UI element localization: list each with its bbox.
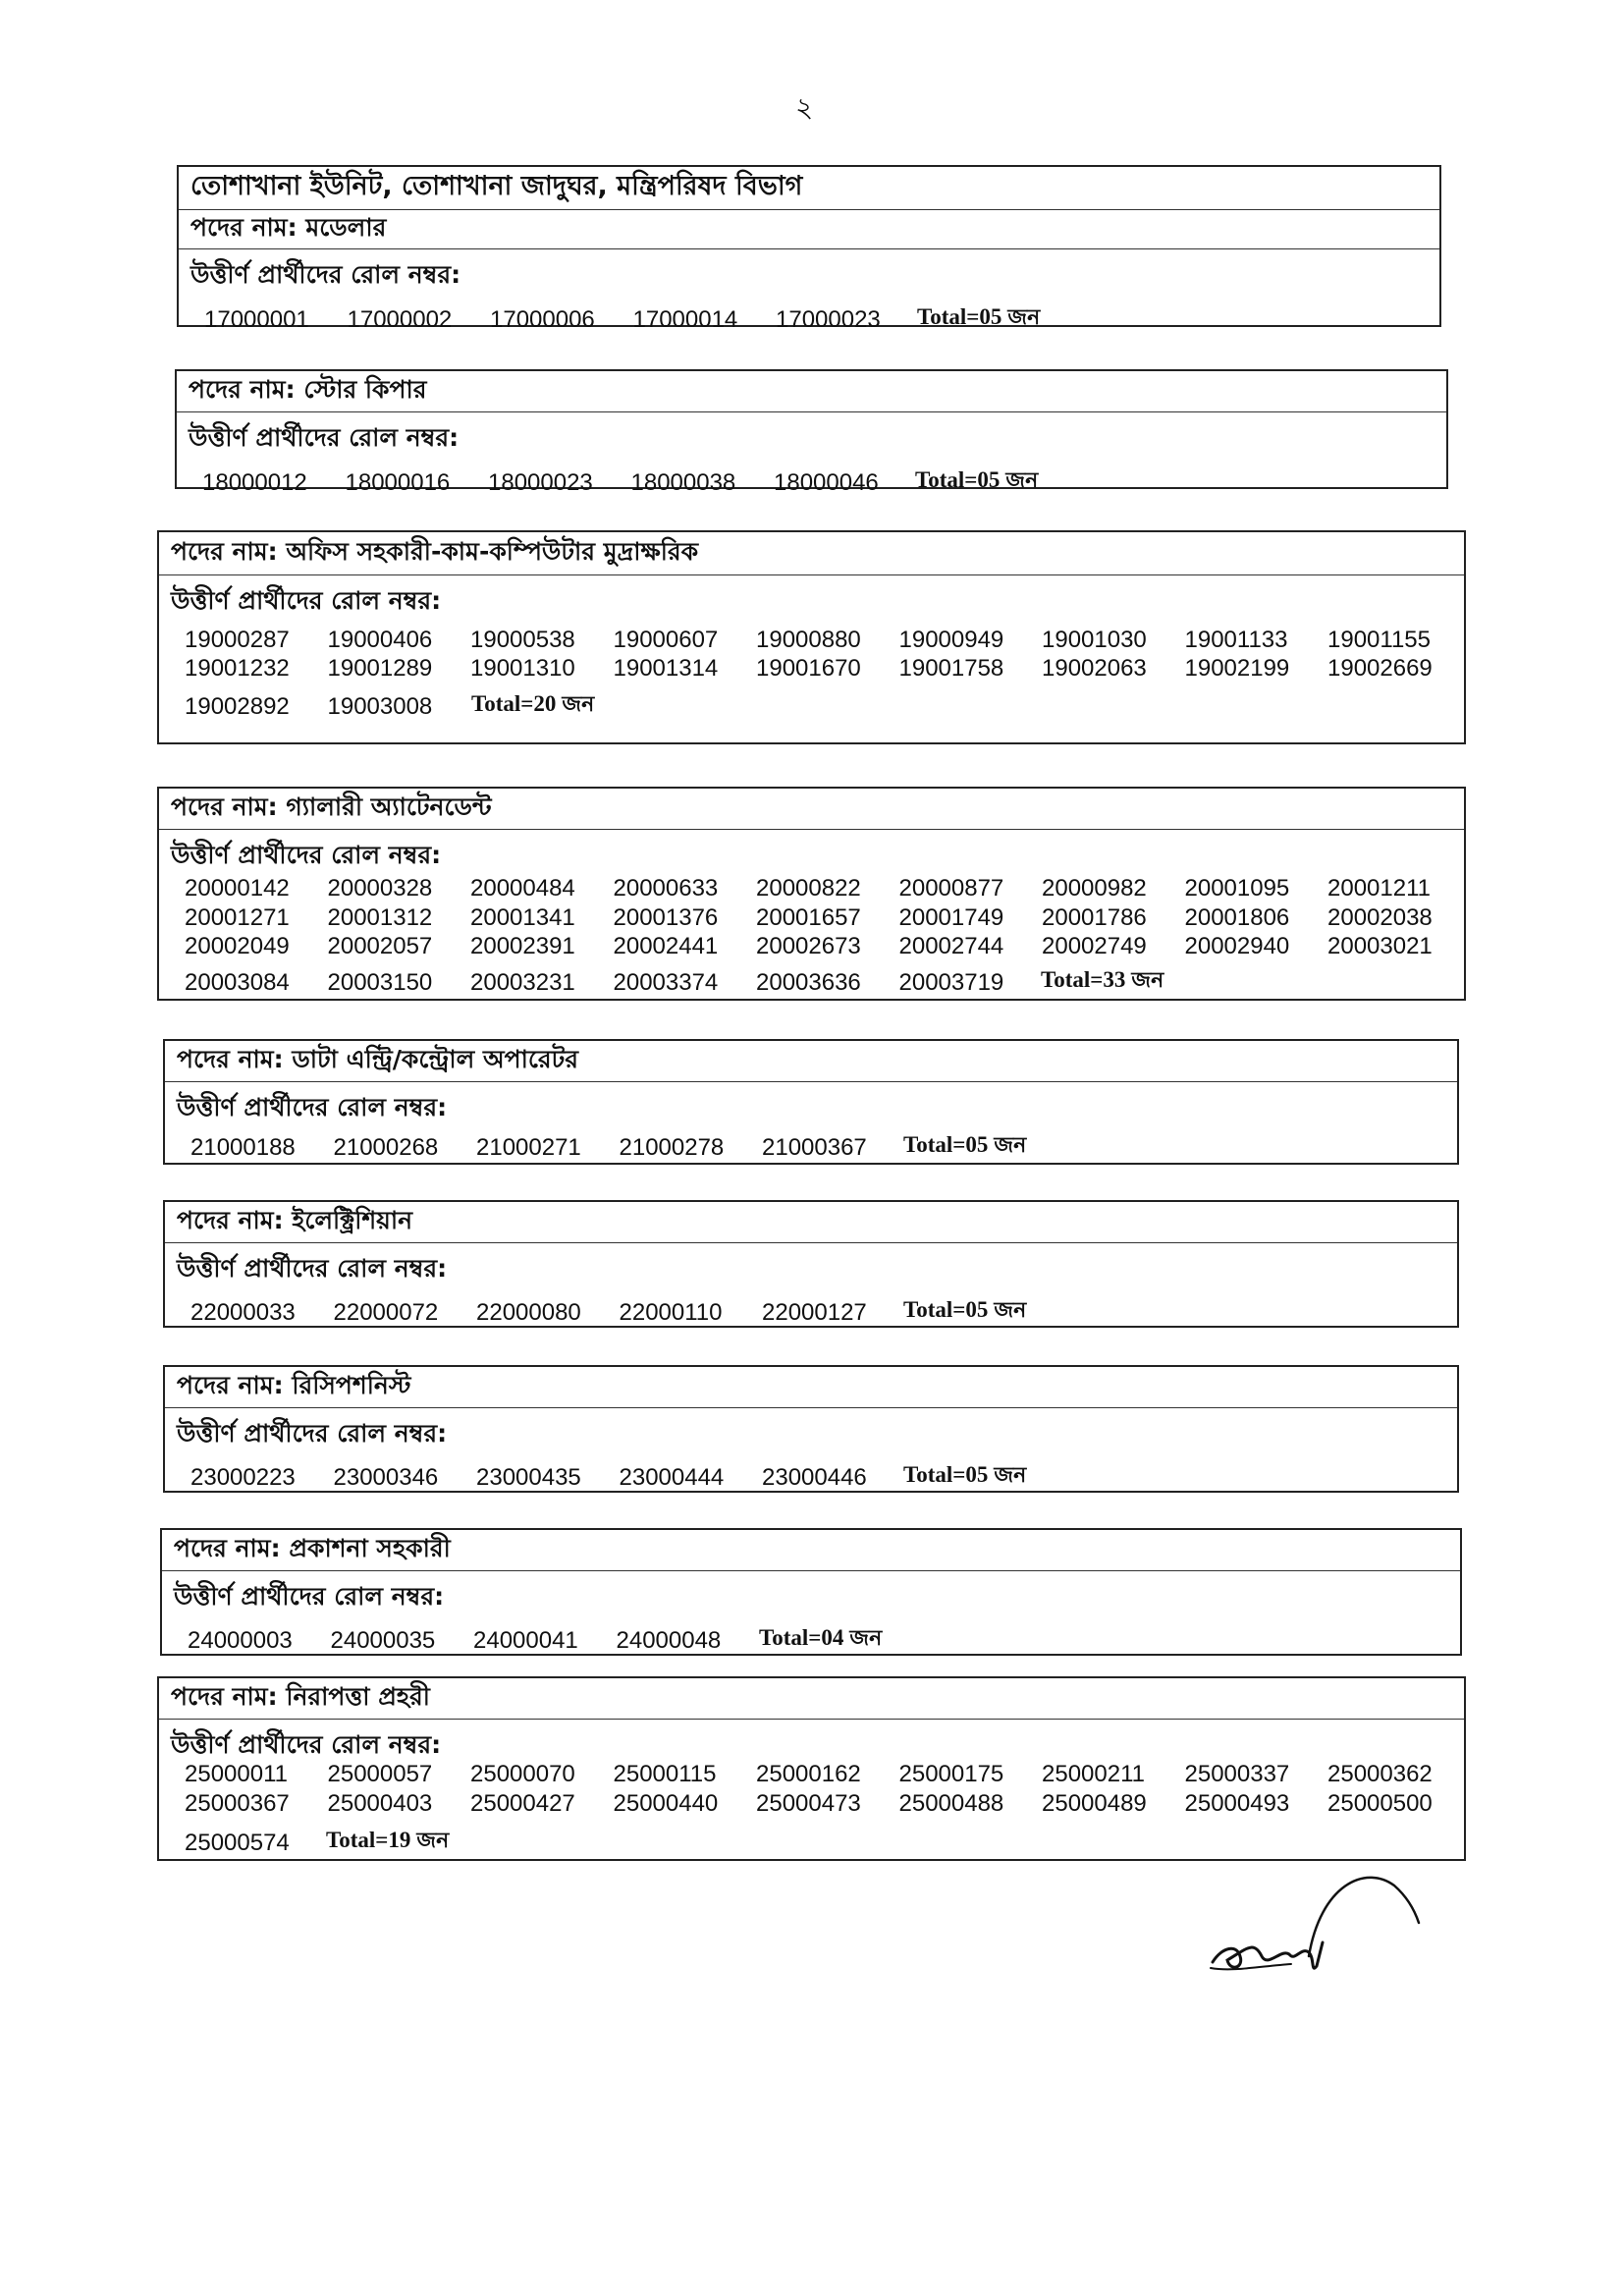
roll-number: 25000367 [185, 1790, 290, 1817]
roll-number: 17000006 [490, 306, 595, 333]
roll-number: 18000016 [345, 469, 451, 496]
roll-number: 17000023 [776, 306, 881, 333]
roll-number: 21000278 [619, 1134, 725, 1161]
roll-number-label: উত্তীর্ণ প্রার্থীদের রোল নম্বর: [174, 1582, 445, 1611]
roll-number: 20000633 [613, 875, 719, 902]
post-name: পদের নাম: নিরাপত্তা প্রহরী [159, 1678, 1464, 1720]
roll-number: 20001657 [756, 904, 861, 931]
roll-number: 25000493 [1184, 1790, 1290, 1817]
post-name: পদের নাম: স্টোর কিপার [177, 371, 1446, 412]
roll-number-label: উত্তীর্ণ প্রার্থীদের রোল নম্বর: [177, 1254, 448, 1283]
total-value: Total=05 [903, 1297, 989, 1322]
roll-number: 20003021 [1327, 933, 1433, 959]
roll-number: 25000115 [613, 1761, 717, 1787]
roll-number: 19000287 [185, 627, 290, 653]
result-section [157, 530, 1466, 744]
signature-icon [1193, 1846, 1429, 1994]
total-value: Total=05 [917, 304, 1002, 329]
roll-number: 20003636 [756, 969, 861, 996]
total-unit: জন [562, 692, 595, 717]
roll-number: 20002441 [613, 933, 719, 959]
result-section [177, 165, 1441, 333]
total-unit: জন [1007, 305, 1041, 330]
roll-number: 20001211 [1327, 875, 1431, 902]
roll-number: 18000038 [630, 469, 736, 496]
post-name: পদের নাম: গ্যালারী অ্যাটেনডেন্ট [159, 789, 1464, 830]
roll-number: 20002749 [1042, 933, 1147, 959]
roll-number: 19001289 [327, 655, 433, 682]
roll-number: 25000427 [470, 1790, 575, 1817]
roll-number: 20001376 [613, 904, 719, 931]
roll-number: 21000268 [333, 1134, 439, 1161]
roll-number: 20002940 [1184, 933, 1290, 959]
roll-number: 22000080 [476, 1299, 581, 1326]
total-value: Total=05 [903, 1462, 989, 1487]
roll-number: 20000877 [898, 875, 1004, 902]
roll-number-label: উত্তীর্ণ প্রার্থীদের রোল নম্বর: [177, 1419, 448, 1448]
total-count [759, 1621, 882, 1658]
roll-number: 20002744 [898, 933, 1004, 959]
total-value: Total=33 [1041, 967, 1126, 992]
roll-number: 25000574 [185, 1830, 290, 1856]
total-count [903, 1128, 1026, 1165]
total-count [917, 301, 1040, 337]
roll-number-label: উত্তীর্ণ প্রার্থীদের রোল নম্বর: [171, 1730, 442, 1759]
roll-number: 25000162 [756, 1761, 861, 1787]
roll-number: 21000188 [190, 1134, 296, 1161]
roll-number: 20001271 [185, 904, 290, 931]
roll-number: 22000127 [762, 1299, 867, 1326]
roll-number: 19000406 [327, 627, 433, 653]
roll-number: 25000211 [1042, 1761, 1145, 1787]
roll-number: 20001341 [470, 904, 575, 931]
total-value: Total=19 [326, 1828, 411, 1852]
unit-heading: তোশাখানা ইউনিট, তোশাখানা জাদুঘর, মন্ত্রিপরিষদ বিভাগ [179, 167, 1439, 210]
roll-number: 23000435 [476, 1464, 581, 1491]
total-count [903, 1458, 1026, 1495]
roll-number: 19001133 [1184, 627, 1288, 653]
roll-number: 17000002 [347, 306, 453, 333]
roll-number: 20003231 [470, 969, 575, 996]
roll-number: 22000033 [190, 1299, 296, 1326]
roll-number: 19001758 [898, 655, 1004, 682]
roll-number: 24000041 [473, 1627, 578, 1654]
roll-number: 20000328 [327, 875, 433, 902]
roll-number-label: উত্তীর্ণ প্রার্থীদের রোল নম্বর: [189, 423, 460, 452]
roll-number: 25000473 [756, 1790, 861, 1817]
total-unit: জন [1005, 468, 1039, 493]
roll-number: 19002199 [1184, 655, 1290, 682]
roll-number-label: উত্তীর্ণ প্রার্থীদের রোল নম্বর: [171, 586, 442, 615]
result-section [163, 1200, 1459, 1328]
roll-number: 25000362 [1327, 1761, 1433, 1787]
roll-number: 25000489 [1042, 1790, 1147, 1817]
roll-number: 25000070 [470, 1761, 575, 1787]
roll-number: 19000538 [470, 627, 575, 653]
roll-number: 19002892 [185, 693, 290, 720]
roll-number: 24000003 [188, 1627, 293, 1654]
roll-number: 19001232 [185, 655, 290, 682]
roll-number: 23000444 [619, 1464, 725, 1491]
result-section [160, 1528, 1462, 1656]
total-unit: জন [416, 1829, 450, 1853]
roll-number: 20002673 [756, 933, 861, 959]
roll-number: 20001786 [1042, 904, 1147, 931]
total-unit: জন [994, 1298, 1027, 1323]
roll-number: 19001155 [1327, 627, 1431, 653]
total-unit: জন [994, 1133, 1027, 1158]
roll-number: 25000175 [898, 1761, 1004, 1787]
total-unit: জন [1131, 968, 1164, 993]
roll-number: 25000440 [613, 1790, 719, 1817]
roll-number: 19000607 [613, 627, 719, 653]
post-name: পদের নাম: মডেলার [179, 210, 1439, 249]
roll-number: 22000110 [619, 1299, 723, 1326]
roll-number: 19001310 [470, 655, 575, 682]
roll-number: 19001670 [756, 655, 861, 682]
roll-number: 19001030 [1042, 627, 1147, 653]
roll-number: 17000001 [204, 306, 309, 333]
roll-number: 24000048 [616, 1627, 722, 1654]
total-count [471, 687, 594, 724]
roll-number-label: উত্তীর্ণ প্রার্থীদের রোল নম্বর: [171, 841, 442, 869]
total-unit: জন [849, 1626, 883, 1651]
total-count [326, 1824, 449, 1860]
roll-number: 20002391 [470, 933, 575, 959]
roll-number: 24000035 [330, 1627, 436, 1654]
post-name: পদের নাম: ডাটা এন্ট্রি/কন্ট্রোল অপারেটর [165, 1041, 1457, 1082]
roll-number: 20002057 [327, 933, 433, 959]
total-count [903, 1293, 1026, 1330]
roll-number-label: উত্তীর্ণ প্রার্থীদের রোল নম্বর: [190, 260, 461, 289]
roll-number: 25000500 [1327, 1790, 1433, 1817]
roll-number: 23000223 [190, 1464, 296, 1491]
total-value: Total=04 [759, 1625, 844, 1650]
roll-number: 23000346 [333, 1464, 439, 1491]
roll-number: 19000880 [756, 627, 861, 653]
roll-number: 20002049 [185, 933, 290, 959]
roll-number: 20003150 [327, 969, 433, 996]
page-number: ২ [795, 91, 814, 124]
total-count [915, 464, 1038, 500]
total-value: Total=05 [915, 467, 1001, 492]
roll-number: 21000367 [762, 1134, 867, 1161]
roll-number-label: উত্তীর্ণ প্রার্থীদের রোল নম্বর: [177, 1093, 448, 1121]
roll-number: 20000982 [1042, 875, 1147, 902]
roll-number: 25000011 [185, 1761, 288, 1787]
roll-number: 19001314 [613, 655, 719, 682]
roll-number: 17000014 [632, 306, 738, 333]
post-name: পদের নাম: ইলেক্ট্রিশিয়ান [165, 1202, 1457, 1243]
roll-number: 25000057 [327, 1761, 433, 1787]
roll-number: 18000046 [774, 469, 879, 496]
result-section [157, 1676, 1466, 1861]
roll-number: 19003008 [327, 693, 433, 720]
roll-number: 20002038 [1327, 904, 1433, 931]
roll-number: 18000012 [202, 469, 307, 496]
roll-number: 20000822 [756, 875, 861, 902]
total-value: Total=05 [903, 1132, 989, 1157]
post-name: পদের নাম: রিসিপশনিস্ট [165, 1367, 1457, 1408]
total-count [1041, 963, 1164, 1000]
total-unit: জন [994, 1463, 1027, 1488]
roll-number: 18000023 [488, 469, 593, 496]
result-section [175, 369, 1448, 496]
roll-number: 25000403 [327, 1790, 433, 1817]
roll-number: 25000488 [898, 1790, 1004, 1817]
roll-number: 19000949 [898, 627, 1004, 653]
roll-number: 22000072 [333, 1299, 439, 1326]
result-section [163, 1365, 1459, 1493]
roll-number: 20003719 [898, 969, 1004, 996]
roll-number: 20000142 [185, 875, 290, 902]
roll-number: 21000271 [476, 1134, 581, 1161]
post-name: পদের নাম: প্রকাশনা সহকারী [162, 1530, 1460, 1571]
roll-number: 20003374 [613, 969, 719, 996]
roll-number: 20003084 [185, 969, 290, 996]
post-name: পদের নাম: অফিস সহকারী-কাম-কম্পিউটার মুদ্রাক্ষরিক [159, 532, 1464, 575]
roll-number: 25000337 [1184, 1761, 1290, 1787]
roll-number: 20001749 [898, 904, 1004, 931]
roll-number: 23000446 [762, 1464, 867, 1491]
roll-number: 20001312 [327, 904, 433, 931]
total-value: Total=20 [471, 691, 557, 716]
roll-number: 19002669 [1327, 655, 1433, 682]
roll-number: 20000484 [470, 875, 575, 902]
roll-number: 19002063 [1042, 655, 1147, 682]
roll-number: 20001095 [1184, 875, 1290, 902]
roll-number: 20001806 [1184, 904, 1290, 931]
result-section [163, 1039, 1459, 1165]
result-section [157, 787, 1466, 1001]
